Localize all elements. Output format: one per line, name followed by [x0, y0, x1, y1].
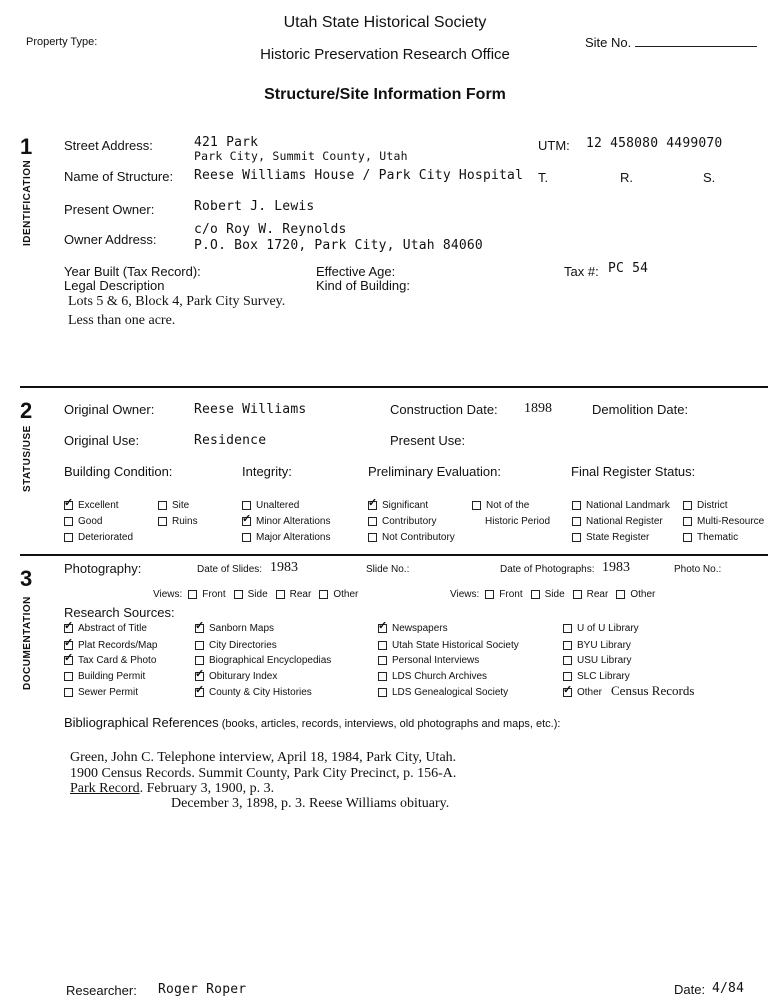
condition-excellent-checkbox[interactable] — [64, 501, 73, 510]
research-col1-checkbox[interactable] — [64, 641, 73, 650]
date-of-photographs-label: Date of Photographs: — [500, 564, 595, 575]
construction-date-label: Construction Date: — [390, 402, 498, 417]
research-col1-label: Tax Card & Photo — [78, 655, 157, 666]
research-col4-checkbox[interactable] — [563, 624, 572, 633]
final-national-landmark[interactable] — [572, 500, 670, 511]
date-of-slides-value: 1983 — [270, 560, 298, 575]
building-condition-label: Building Condition: — [64, 464, 173, 479]
condition-site[interactable] — [158, 500, 189, 511]
research-col2-label: Biographical Encyclopedias — [209, 655, 332, 666]
street-address-label: Street Address: — [64, 138, 153, 153]
tax-number-label: Tax #: — [564, 264, 599, 279]
research-col2-label: County & City Histories — [209, 687, 312, 698]
tax-number-value: PC 54 — [608, 261, 649, 276]
photo-view-side-checkbox[interactable] — [531, 590, 540, 599]
final-state-register-checkbox[interactable] — [572, 533, 581, 542]
integrity-minor-label: Minor Alterations — [256, 516, 331, 527]
photo-views-label: Views: — [450, 589, 480, 600]
research-col2-checkbox[interactable] — [195, 672, 204, 681]
research-col2-checkbox[interactable] — [195, 656, 204, 665]
photo-view-other-checkbox[interactable] — [616, 590, 625, 599]
slide-view-rear-checkbox[interactable] — [276, 590, 285, 599]
condition-deteriorated-label: Deteriorated — [78, 532, 134, 543]
prelim-significant[interactable] — [368, 500, 428, 511]
property-type-label: Property Type: — [26, 36, 98, 48]
slide-view-side-checkbox[interactable] — [234, 590, 243, 599]
research-col2-checkbox[interactable] — [195, 688, 204, 697]
divider-2 — [20, 554, 768, 556]
research-col3-item[interactable] — [378, 671, 487, 682]
township-label: T. — [538, 170, 549, 185]
photo-view-side-label: Side — [544, 589, 565, 600]
research-col2-label: Obiturary Index — [209, 671, 278, 682]
section-3-side-label: DOCUMENTATION — [22, 596, 33, 690]
research-col3-item[interactable] — [378, 623, 448, 634]
org-name: Utah State Historical Society — [283, 14, 487, 31]
final-thematic[interactable] — [683, 532, 738, 543]
office-name: Historic Preservation Research Office — [260, 46, 510, 63]
research-col4-checkbox[interactable] — [563, 688, 572, 697]
prelim-contributory[interactable] — [368, 516, 436, 527]
photo-view-rear-label: Rear — [586, 589, 609, 600]
research-col1-label: Building Permit — [78, 671, 146, 682]
condition-good[interactable] — [64, 516, 102, 527]
section-1-number: 1 — [20, 134, 33, 159]
integrity-minor[interactable] — [242, 516, 330, 527]
present-use-label: Present Use: — [390, 433, 466, 448]
final-district-checkbox[interactable] — [683, 501, 692, 510]
prelim-contributory-label: Contributory — [382, 516, 437, 527]
slide-view-rear-label: Rear — [289, 589, 312, 600]
research-col3-label: LDS Church Archives — [392, 671, 488, 682]
present-owner-value: Robert J. Lewis — [194, 199, 315, 214]
integrity-major[interactable] — [242, 532, 330, 543]
prelim-significant-checkbox[interactable] — [368, 501, 377, 510]
street-address-line1: 421 Park — [194, 135, 259, 150]
research-col4-item[interactable] — [563, 687, 602, 698]
owner-address-line2: P.O. Box 1720, Park City, Utah 84060 — [194, 238, 483, 253]
condition-excellent[interactable] — [64, 500, 119, 511]
photo-views — [450, 589, 655, 600]
street-address-line2: Park City, Summit County, Utah — [194, 149, 408, 163]
legal-description-line2: Less than one acre. — [68, 313, 176, 328]
section-1-side-label: IDENTIFICATION — [22, 159, 33, 246]
integrity-minor-checkbox[interactable] — [242, 517, 251, 526]
research-col1-item[interactable] — [64, 623, 147, 634]
research-col2-item[interactable] — [195, 623, 274, 634]
research-col3-item[interactable] — [378, 687, 508, 698]
integrity-unaltered-checkbox[interactable] — [242, 501, 251, 510]
final-state-register[interactable] — [572, 532, 649, 543]
bibliography-subtitle: (books, articles, records, interviews, old photographs and maps, etc.): — [221, 718, 561, 730]
final-multi-resource-checkbox[interactable] — [683, 517, 692, 526]
legal-description-line1: Lots 5 & 6, Block 4, Park City Survey. — [68, 294, 286, 309]
research-col4-label: SLC Library — [577, 671, 630, 682]
photo-view-rear-checkbox[interactable] — [573, 590, 582, 599]
slide-view-front-checkbox[interactable] — [188, 590, 197, 599]
final-national-register[interactable] — [572, 516, 663, 527]
prelim-significant-label: Significant — [382, 500, 429, 511]
research-col1-item[interactable] — [64, 640, 157, 651]
prelim-historic-period-label: Historic Period — [485, 516, 551, 527]
range-label: R. — [620, 170, 633, 185]
final-register-status-label: Final Register Status: — [571, 464, 696, 479]
research-col1-item[interactable] — [64, 687, 138, 698]
research-col4-checkbox[interactable] — [563, 672, 572, 681]
research-col1-checkbox[interactable] — [64, 656, 73, 665]
research-col2-item[interactable] — [195, 671, 277, 682]
final-thematic-checkbox[interactable] — [683, 533, 692, 542]
effective-age-label: Effective Age: — [316, 264, 396, 279]
section-3-number: 3 — [20, 566, 33, 591]
site-no-label: Site No. — [585, 35, 757, 50]
final-thematic-label: Thematic — [697, 532, 739, 543]
site-no-field[interactable] — [635, 35, 757, 47]
owner-address-label: Owner Address: — [64, 232, 157, 247]
condition-ruins-label: Ruins — [172, 516, 198, 527]
researcher-label: Researcher: — [66, 983, 137, 998]
other-source-value: Census Records — [611, 683, 695, 698]
integrity-major-checkbox[interactable] — [242, 533, 251, 542]
final-national-landmark-label: National Landmark — [586, 500, 670, 511]
research-col4-checkbox[interactable] — [563, 641, 572, 650]
researcher-value: Roger Roper — [158, 982, 247, 997]
research-col2-item[interactable] — [195, 655, 331, 666]
final-national-landmark-checkbox[interactable] — [572, 501, 581, 510]
slide-no-label: Slide No.: — [366, 564, 410, 575]
prelim-not-contributory[interactable] — [368, 532, 455, 543]
date-of-slides-label: Date of Slides: — [197, 564, 263, 575]
research-col2-checkbox[interactable] — [195, 641, 204, 650]
research-col2-label: Sanborn Maps — [209, 623, 275, 634]
section-2-number: 2 — [20, 398, 33, 423]
research-col1-item[interactable] — [64, 655, 156, 666]
section-label: S. — [703, 170, 716, 185]
final-state-register-label: State Register — [586, 532, 650, 543]
research-col4-item[interactable] — [563, 671, 630, 682]
date-value: 4/84 — [712, 981, 745, 996]
research-col4-label: USU Library — [577, 655, 632, 666]
photo-view-other-label: Other — [630, 589, 656, 600]
research-col1-checkbox[interactable] — [64, 672, 73, 681]
research-col3-checkbox[interactable] — [378, 656, 387, 665]
research-col1-checkbox[interactable] — [64, 624, 73, 633]
research-col2-label: City Directories — [209, 640, 277, 651]
research-col3-checkbox[interactable] — [378, 641, 387, 650]
research-col4-checkbox[interactable] — [563, 656, 572, 665]
condition-site-checkbox[interactable] — [158, 501, 167, 510]
research-col4-label: U of U Library — [577, 623, 639, 634]
research-col2-item[interactable] — [195, 640, 277, 651]
original-use-label: Original Use: — [64, 433, 140, 448]
bibliography-park-record: Park Record — [70, 781, 140, 796]
photo-view-front-label: Front — [499, 589, 523, 600]
condition-site-label: Site — [172, 500, 190, 511]
utm-value: 12 458080 4499070 — [586, 136, 723, 151]
photo-view-front-checkbox[interactable] — [485, 590, 494, 599]
year-built-label: Year Built (Tax Record): — [64, 264, 201, 279]
research-col2-checkbox[interactable] — [195, 624, 204, 633]
research-col1-label: Abstract of Title — [78, 623, 147, 634]
final-national-register-checkbox[interactable] — [572, 517, 581, 526]
photo-no-label: Photo No.: — [674, 564, 722, 575]
preliminary-evaluation-label: Preliminary Evaluation: — [368, 464, 501, 479]
structure-name-value: Reese Williams House / Park City Hospital — [194, 168, 524, 183]
prelim-not-contributory-checkbox[interactable] — [368, 533, 377, 542]
research-col4-item[interactable] — [563, 623, 639, 634]
research-col3-checkbox[interactable] — [378, 672, 387, 681]
date-of-photographs-value: 1983 — [602, 560, 630, 575]
research-col1-item[interactable] — [64, 671, 145, 682]
integrity-unaltered[interactable] — [242, 500, 299, 511]
integrity-major-label: Major Alterations — [256, 532, 331, 543]
slide-views-label: Views: — [153, 589, 183, 600]
form-title: Structure/Site Information Form — [264, 86, 506, 103]
bibliography-line-2: 1900 Census Records. Summit County, Park City Precinct, p. 156-A. — [70, 766, 457, 781]
research-col4-item[interactable] — [563, 640, 631, 651]
research-col1-label: Sewer Permit — [78, 687, 139, 698]
research-col4-item[interactable] — [563, 655, 631, 666]
research-col1-label: Plat Records/Map — [78, 640, 158, 651]
research-col3-label: Newspapers — [392, 623, 448, 634]
present-owner-label: Present Owner: — [64, 202, 155, 217]
condition-good-checkbox[interactable] — [64, 517, 73, 526]
bibliography-line-3-rest: . February 3, 1900, p. 3. — [139, 781, 275, 796]
prelim-not-historic-label: Not of the — [486, 500, 530, 511]
bibliography-line-1: Green, John C. Telephone interview, April 18, 1984, Park City, Utah. — [70, 750, 457, 765]
final-multi-resource[interactable] — [683, 516, 764, 527]
research-col2-item[interactable] — [195, 687, 312, 698]
final-national-register-label: National Register — [586, 516, 663, 527]
prelim-contributory-checkbox[interactable] — [368, 517, 377, 526]
research-col3-label: Personal Interviews — [392, 655, 480, 666]
condition-good-label: Good — [78, 516, 103, 527]
legal-description-label: Legal Description — [64, 278, 165, 293]
slide-view-side-label: Side — [247, 589, 268, 600]
final-multi-resource-label: Multi-Resource — [697, 516, 765, 527]
research-col3-item[interactable] — [378, 640, 519, 651]
divider-1 — [20, 386, 768, 388]
section-2-side-label: STATUS/USE — [22, 425, 33, 492]
date-label: Date: — [674, 982, 706, 997]
bibliography-label — [64, 715, 560, 730]
condition-ruins-checkbox[interactable] — [158, 517, 167, 526]
construction-date-value: 1898 — [524, 401, 552, 416]
original-owner-value: Reese Williams — [194, 402, 307, 417]
original-owner-label: Original Owner: — [64, 402, 155, 417]
final-district[interactable] — [683, 500, 728, 511]
research-col3-checkbox[interactable] — [378, 688, 387, 697]
bibliography-line-4: December 3, 1898, p. 3. Reese Williams obituary. — [171, 796, 450, 811]
research-col4-label: Other — [577, 687, 603, 698]
photography-label: Photography: — [64, 561, 142, 576]
slide-view-other-checkbox[interactable] — [319, 590, 328, 599]
research-sources-label: Research Sources: — [64, 605, 175, 620]
slide-view-other-label: Other — [333, 589, 359, 600]
research-col4-label: BYU Library — [577, 640, 631, 651]
prelim-not-historic[interactable] — [472, 500, 529, 511]
structure-name-label: Name of Structure: — [64, 169, 174, 184]
condition-excellent-label: Excellent — [78, 500, 119, 511]
demolition-date-label: Demolition Date: — [592, 402, 689, 417]
original-use-value: Residence — [194, 433, 267, 448]
research-col3-label: Utah State Historical Society — [392, 640, 519, 651]
integrity-label: Integrity: — [242, 464, 292, 479]
slide-view-front-label: Front — [202, 589, 226, 600]
utm-label: UTM: — [538, 138, 570, 153]
research-col3-label: LDS Genealogical Society — [392, 687, 509, 698]
kind-of-building-label: Kind of Building: — [316, 278, 410, 293]
research-col3-item[interactable] — [378, 655, 479, 666]
bibliography-line-3 — [70, 781, 274, 797]
slide-views — [153, 589, 358, 600]
bibliography-title: Bibliographical References — [64, 715, 219, 730]
integrity-unaltered-label: Unaltered — [256, 500, 300, 511]
owner-address-line1: c/o Roy W. Reynolds — [194, 222, 347, 237]
condition-deteriorated-checkbox[interactable] — [64, 533, 73, 542]
final-district-label: District — [697, 500, 728, 511]
research-col1-checkbox[interactable] — [64, 688, 73, 697]
prelim-not-contributory-label: Not Contributory — [382, 532, 455, 543]
research-col3-checkbox[interactable] — [378, 624, 387, 633]
prelim-not-historic-checkbox[interactable] — [472, 501, 481, 510]
condition-ruins[interactable] — [158, 516, 198, 527]
condition-deteriorated[interactable] — [64, 532, 133, 543]
